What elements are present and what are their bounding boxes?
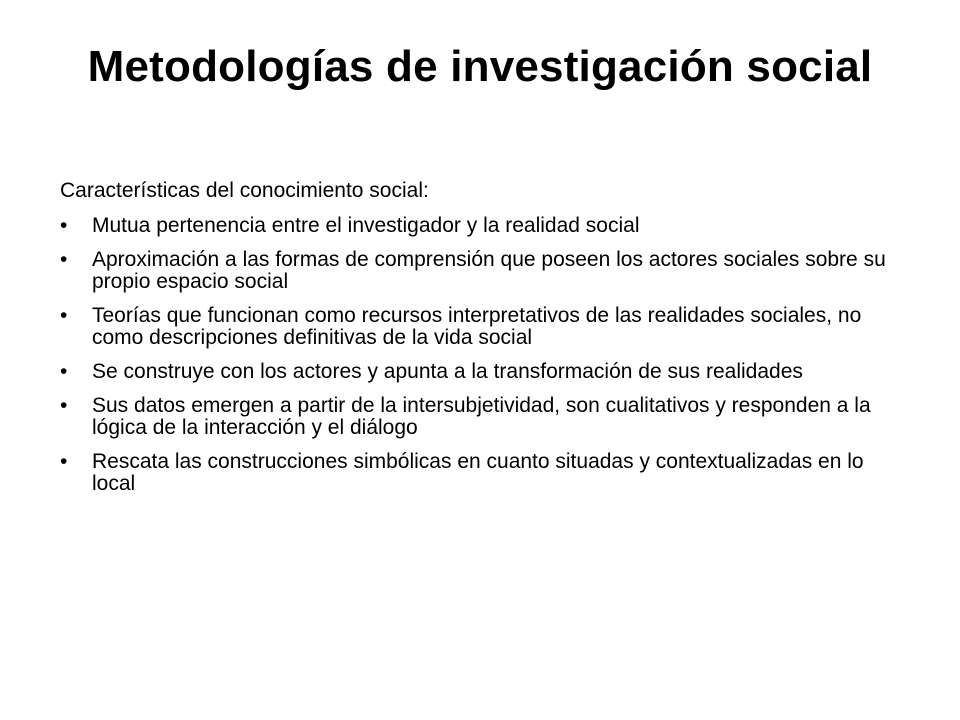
- bullet-item: [60, 249, 910, 293]
- bullet-icon: •: [60, 248, 68, 271]
- slide-title: Metodologías de investigación social: [87, 42, 873, 91]
- bullet-text: Mutua pertenencia entre el investigador y la realidad social: [92, 214, 640, 237]
- slide-body: [60, 180, 910, 507]
- bullet-icon: •: [60, 360, 68, 383]
- bullet-icon: •: [60, 214, 68, 237]
- bullet-icon: •: [60, 394, 68, 417]
- bullet-list: [60, 215, 910, 495]
- bullet-text: Se construye con los actores y apunta a la transformación de sus realidades: [92, 360, 803, 383]
- bullet-item: [60, 361, 910, 383]
- bullet-item: [60, 215, 910, 237]
- bullet-item: [60, 305, 910, 349]
- bullet-item: [60, 395, 910, 439]
- bullet-text: Aproximación a las formas de comprensión que poseen los actores sociales sobre su propio espacio social: [92, 248, 886, 293]
- bullet-text: Rescata las construcciones simbólicas en cuanto situadas y contextualizadas en lo local: [92, 450, 864, 495]
- bullet-icon: •: [60, 450, 68, 473]
- intro-text: Características del conocimiento social:: [60, 179, 429, 202]
- bullet-item: [60, 451, 910, 495]
- bullet-text: Sus datos emergen a partir de la intersubjetividad, son cualitativos y responden a la lógica de la interacción y el diálogo: [92, 394, 871, 439]
- bullet-icon: •: [60, 304, 68, 327]
- bullet-text: Teorías que funcionan como recursos interpretativos de las realidades sociales, no como descripciones definitivas de la vida social: [92, 304, 862, 349]
